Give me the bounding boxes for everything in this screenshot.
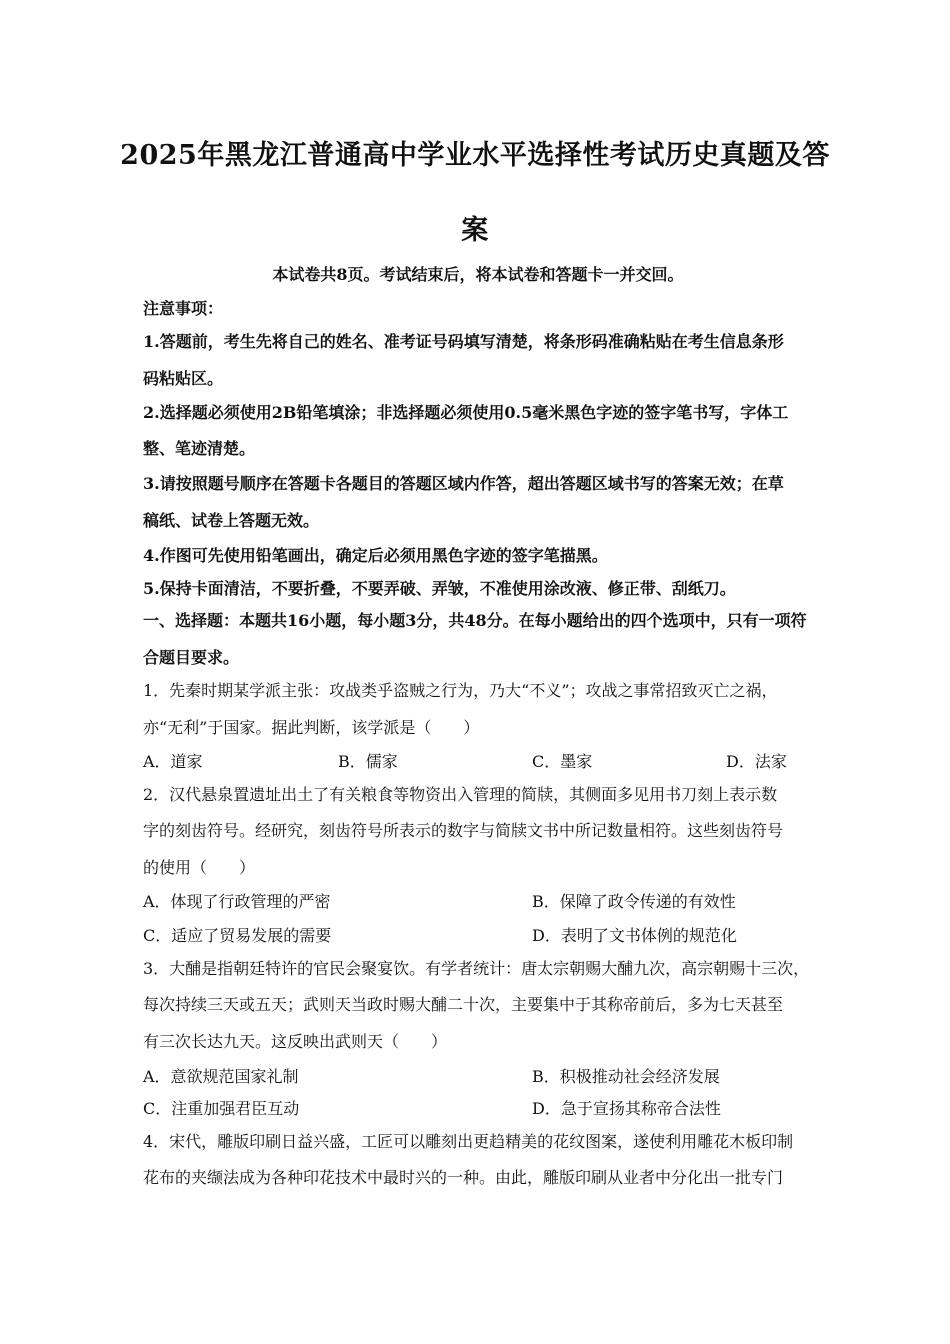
question-1-option-b: B．儒家	[338, 752, 398, 771]
document-title-line-1: 2025年黑龙江普通高中学业水平选择性考试历史真题及答	[120, 140, 830, 171]
question-2-stem: 的使用（ ）	[143, 858, 256, 877]
note-line: 5.保持卡面清洁，不要折叠，不要弄破、弄皱，不准使用涂改液、修正带、刮纸刀。	[143, 579, 736, 598]
question-2-stem: 2．汉代悬泉置遗址出土了有关粮食等物资出入管理的简牍，其侧面多见用书刀刻上表示数	[143, 785, 778, 804]
document-title-line-2: 案	[461, 215, 489, 246]
question-2-option-d: D．表明了文书体例的规范化	[532, 926, 737, 945]
question-2-option-c: C．适应了贸易发展的需要	[143, 926, 332, 945]
question-3-stem: 每次持续三天或五天；武则天当政时赐大酺二十次，主要集中于其称帝前后，多为七天甚至	[143, 995, 784, 1014]
note-line: 整、笔迹清楚。	[143, 439, 256, 458]
question-1-option-d: D．法家	[726, 752, 787, 771]
notes-heading: 注意事项：	[143, 299, 224, 318]
question-3-option-a: A．意欲规范国家礼制	[143, 1067, 299, 1086]
note-line: 2.选择题必须使用2B铅笔填涂；非选择题必须使用0.5毫米黑色字迹的签字笔书写，字体工	[143, 403, 789, 422]
question-1-option-c: C．墨家	[532, 752, 593, 771]
section-heading: 一、选择题：本题共16小题，每小题3分，共48分。在每小题给出的四个选项中，只有一项符	[143, 611, 807, 630]
question-3-option-b: B．积极推动社会经济发展	[532, 1067, 720, 1086]
section-heading: 合题目要求。	[143, 648, 240, 667]
question-1-stem: 1．先秦时期某学派主张：攻战类乎盗贼之行为，乃大“不义”；攻战之事常招致灭亡之祸，	[143, 681, 778, 700]
question-1-stem: 亦“无利”于国家。据此判断，该学派是（ ）	[143, 718, 480, 737]
note-line: 3.请按照题号顺序在答题卡各题目的答题区域内作答，超出答题区域书写的答案无效；在草	[143, 474, 784, 493]
question-1-option-a: A．道家	[143, 752, 203, 771]
question-4-stem: 花布的夹缬法成为各种印花技术中最时兴的一种。由此，雕版印刷从业者中分化出一批专门	[143, 1168, 784, 1187]
intro-text: 本试卷共8页。考试结束后，将本试卷和答题卡一并交回。	[272, 265, 684, 284]
question-3-stem: 3．大酺是指朝廷特许的官民会聚宴饮。有学者统计：唐太宗朝赐大酺九次，高宗朝赐十三次，	[143, 959, 810, 978]
question-3-stem: 有三次长达九天。这反映出武则天（ ）	[143, 1032, 448, 1051]
question-2-option-b: B．保障了政令传递的有效性	[532, 892, 736, 911]
note-line: 稿纸、试卷上答题无效。	[143, 511, 320, 530]
question-4-stem: 4．宋代，雕版印刷日益兴盛，工匠可以雕刻出更趋精美的花纹图案，遂使利用雕花木板印制	[143, 1132, 794, 1151]
note-line: 1.答题前，考生先将自己的姓名、准考证号码填写清楚，将条形码准确粘贴在考生信息条形	[143, 332, 784, 351]
question-3-option-c: C．注重加强君臣互动	[143, 1099, 300, 1118]
note-line: 4.作图可先使用铅笔画出，确定后必须用黑色字迹的签字笔描黑。	[143, 546, 608, 565]
question-3-option-d: D．急于宣扬其称帝合法性	[532, 1099, 721, 1118]
note-line: 码粘贴区。	[143, 369, 224, 388]
question-2-stem: 字的刻齿符号。经研究，刻齿符号所表示的数字与简牍文书中所记数量相符。这些刻齿符号	[143, 821, 784, 840]
question-2-option-a: A．体现了行政管理的严密	[143, 892, 331, 911]
